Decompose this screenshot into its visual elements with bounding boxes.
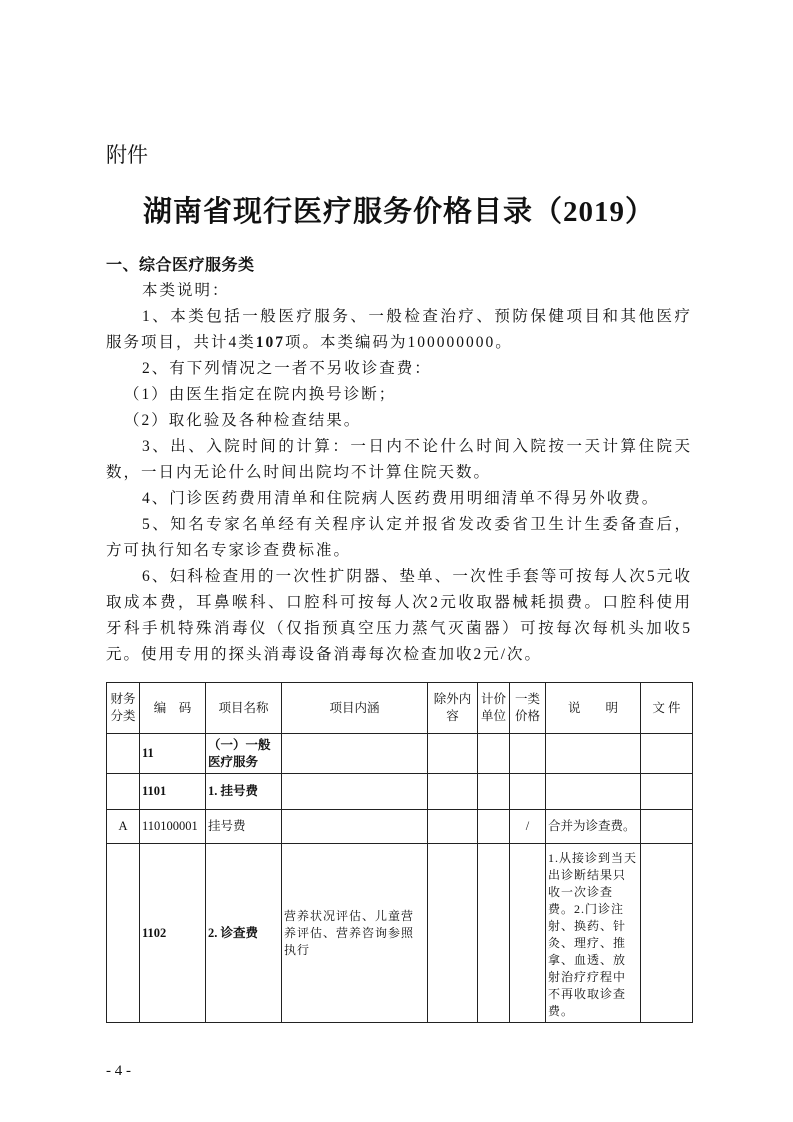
- cell-category: [107, 774, 140, 810]
- cell-note: 合并为诊查费。: [546, 810, 641, 844]
- cell-exclusion: [428, 734, 478, 774]
- cell-content: 营养状况评估、儿童营养评估、营养咨询参照执行: [282, 844, 428, 1023]
- cell-file: [641, 810, 693, 844]
- paragraph-1-text: 1、本类包括一般医疗服务、一般检查治疗、预防保健项目和其他医疗服务项目，共计4类: [106, 308, 692, 351]
- cell-code: 1102: [140, 844, 206, 1023]
- cell-note: 1.从接诊到当天出诊断结果只收一次诊查费。2.门诊注射、换药、针灸、理疗、推拿、血透、放射治疗疗程中不再收取诊查费。: [546, 844, 641, 1023]
- table-row: [107, 844, 693, 1023]
- cell-category: [107, 734, 140, 774]
- paragraph-2-1: （1）由医生指定在院内换号诊断；: [124, 386, 397, 403]
- paragraph-5: 5、知名专家名单经有关程序认定并报省发改委省卫生计生委备查后，方可执行知名专家诊查费标准。: [106, 516, 692, 559]
- page-number: - 4 -: [106, 1063, 131, 1079]
- cell-unit: [478, 734, 510, 774]
- cell-price: /: [510, 810, 546, 844]
- header-cell: 除外内容: [428, 683, 478, 734]
- paragraph-6: 6、妇科检查用的一次性扩阴器、垫单、一次性手套等可按每人次5元收取成本费，耳鼻喉科、口腔科可按每人次2元收取器械耗损费。口腔科使用牙科手机特殊消毒仪（仅指预真空压力蒸气灭菌器）可按每次每机头加收5元。使用专用的探头消毒设备消毒每次检查加收2元/次。: [106, 568, 692, 663]
- intro-text: 本类说明：: [142, 282, 230, 299]
- cell-exclusion: [428, 844, 478, 1023]
- cell-price: [510, 844, 546, 1023]
- attachment-label: 附件: [106, 143, 148, 167]
- header-cell: 说 明: [546, 683, 641, 734]
- paragraph-2: 2、有下列情况之一者不另收诊查费：: [142, 360, 432, 377]
- cell-price: [510, 774, 546, 810]
- cell-code: 1101: [140, 774, 206, 810]
- paragraph-1-text-2: 项。本类编码为100000000。: [285, 334, 513, 351]
- document-title: 湖南省现行医疗服务价格目录（2019）: [142, 196, 655, 228]
- paragraph-3: 3、出、入院时间的计算：一日内不论什么时间入院按一天计算住院天数，一日内无论什么时间出院均不计算住院天数。: [106, 438, 692, 481]
- cell-file: [641, 734, 693, 774]
- cell-file: [641, 844, 693, 1023]
- cell-content: [282, 810, 428, 844]
- section-heading: 一、综合医疗服务类: [106, 255, 255, 274]
- paragraph-2-2: （2）取化验及各种检查结果。: [124, 412, 362, 429]
- document-body: [106, 252, 692, 668]
- cell-code: 110100001: [140, 810, 206, 844]
- header-cell: 项目内涵: [282, 683, 428, 734]
- table-row: [107, 774, 693, 810]
- header-cell: 财务分类: [107, 683, 140, 734]
- cell-name: 挂号费: [206, 810, 282, 844]
- header-cell: 项目名称: [206, 683, 282, 734]
- table-row: [107, 734, 693, 774]
- cell-unit: [478, 844, 510, 1023]
- cell-name: 1. 挂号费: [206, 774, 282, 810]
- cell-name: （一）一般医疗服务: [206, 734, 282, 774]
- cell-note: [546, 774, 641, 810]
- table-row: [107, 810, 693, 844]
- cell-unit: [478, 810, 510, 844]
- cell-name: 2. 诊查费: [206, 844, 282, 1023]
- header-cell: 计价单位: [478, 683, 510, 734]
- item-count: 107: [255, 334, 286, 351]
- cell-exclusion: [428, 774, 478, 810]
- cell-content: [282, 734, 428, 774]
- cell-code: 11: [140, 734, 206, 774]
- cell-category: [107, 844, 140, 1023]
- table-header-row: [107, 683, 693, 734]
- price-table: [106, 682, 693, 1023]
- header-cell: 编 码: [140, 683, 206, 734]
- cell-note: [546, 734, 641, 774]
- cell-unit: [478, 774, 510, 810]
- header-cell: 一类价格: [510, 683, 546, 734]
- cell-price: [510, 734, 546, 774]
- cell-content: [282, 774, 428, 810]
- cell-file: [641, 774, 693, 810]
- cell-exclusion: [428, 810, 478, 844]
- header-cell: 文 件: [641, 683, 693, 734]
- paragraph-1: [106, 304, 692, 356]
- cell-category: A: [107, 810, 140, 844]
- paragraph-4: 4、门诊医药费用清单和住院病人医药费用明细清单不得另外收费。: [142, 490, 660, 507]
